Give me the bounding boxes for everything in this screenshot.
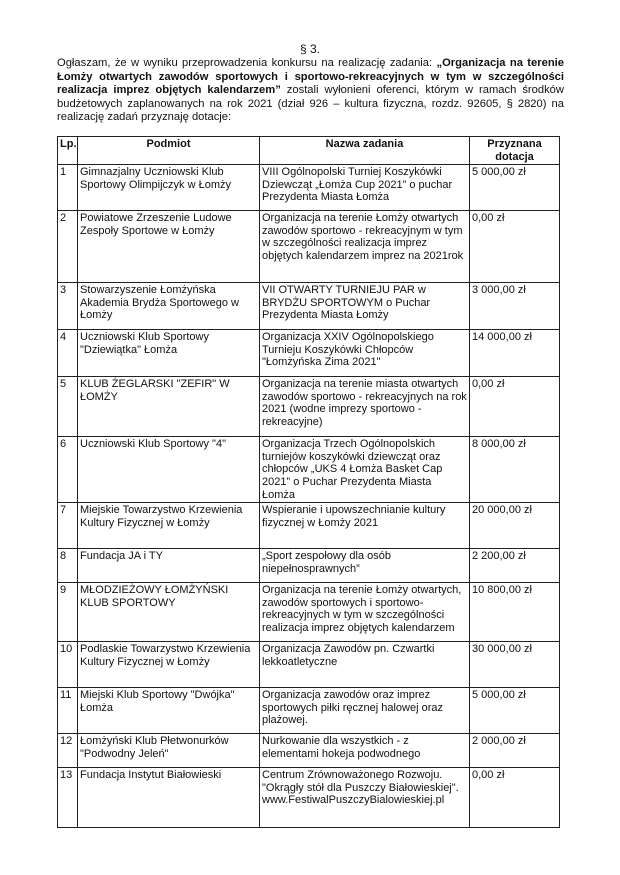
- table-row: [58, 330, 560, 377]
- section-number: § 3.: [299, 42, 320, 56]
- row-lp: 13: [58, 768, 78, 828]
- row-lp: 1: [58, 165, 78, 211]
- row-zadanie: Organizacja XXIV Ogólnopolskiego Turnieju Koszykówki Chłopców "Łomżyńska Zima 2021": [260, 330, 470, 377]
- header-zadanie: Nazwa zadania: [260, 137, 470, 165]
- row-lp: 10: [58, 642, 78, 688]
- row-dotacja: 5 000,00 zł: [470, 688, 560, 734]
- table-header-row: [58, 137, 560, 165]
- row-dotacja: 2 000,00 zł: [470, 734, 560, 768]
- row-lp: 9: [58, 583, 78, 642]
- row-podmiot: KLUB ŻEGLARSKI "ZEFIR" W ŁOMŻY: [78, 377, 260, 437]
- row-zadanie: Organizacja na terenie miasta otwartych zawodów sportowo - rekreacyjnych na rok 2021 (wodne imprezy sportowo - rekreacyjne): [260, 377, 470, 437]
- row-podmiot: Fundacja Instytut Białowieski: [78, 768, 260, 828]
- row-zadanie: Centrum Zrównoważonego Rozwoju. "Okrągły stół dla Puszczy Białowieskiej". www.FestiwalPuszczyBialowieskiej.pl: [260, 768, 470, 828]
- table-row: [58, 437, 560, 503]
- row-lp: 2: [58, 211, 78, 283]
- row-zadanie: VIII Ogólnopolski Turniej Koszykówki Dziewcząt „Łomża Cup 2021” o puchar Prezydenta Miasta Łomża: [260, 165, 470, 211]
- table-row: [58, 283, 560, 330]
- row-podmiot: Miejskie Towarzystwo Krzewienia Kultury Fizycznej w Łomży: [78, 503, 260, 549]
- row-dotacja: 14 000,00 zł: [470, 330, 560, 377]
- table-row: [58, 583, 560, 642]
- row-lp: 12: [58, 734, 78, 768]
- table-row: [58, 377, 560, 437]
- row-zadanie: Organizacja Trzech Ogólnopolskich turniejów koszykówki dziewcząt oraz chłopców „UKS 4 Łomża Basket Cap 2021” o Puchar Prezydenta Miasta Łomża: [260, 437, 470, 503]
- table-row: [58, 211, 560, 283]
- header-lp: Lp.: [58, 137, 78, 165]
- row-dotacja: 2 200,00 zł: [470, 549, 560, 583]
- intro-text-end: zostali wyłonieni oferenci, którym w ramach środków budżetowych zaplanowanych na rok 2021 (dział 926 – kultura fizyczna, rozdz. 92605, § 2820) na realizację zadań przyznaję dotacje:: [57, 84, 564, 124]
- row-dotacja: 30 000,00 zł: [470, 642, 560, 688]
- row-zadanie: Nurkowanie dla wszystkich - z elementami hokeja podwodnego: [260, 734, 470, 768]
- row-podmiot: Uczniowski Klub Sportowy "4": [78, 437, 260, 503]
- header-podmiot: Podmiot: [78, 137, 260, 165]
- row-podmiot: Gimnazjalny Uczniowski Klub Sportowy Olimpijczyk w Łomży: [78, 165, 260, 211]
- row-zadanie: Organizacja na terenie Łomży otwartych zawodów sportowo - rekreacyjnym w tym w szczególności realizacja imprez objętych kalendarzem imprez na 2021rok: [260, 211, 470, 283]
- row-dotacja: 0,00 zł: [470, 377, 560, 437]
- row-zadanie: Organizacja na terenie Łomży otwartych, zawodów sportowych i sportowo-rekreacyjnych w tym w szczególności realizacja imprez objętych kalendarzem: [260, 583, 470, 642]
- row-lp: 4: [58, 330, 78, 377]
- header-dotacja: Przyznana dotacja: [470, 137, 560, 165]
- table-row: [58, 503, 560, 549]
- grants-table: [57, 136, 560, 828]
- intro-paragraph: [57, 57, 564, 125]
- row-podmiot: Fundacja JA i TY: [78, 549, 260, 583]
- row-lp: 11: [58, 688, 78, 734]
- row-lp: 3: [58, 283, 78, 330]
- row-zadanie: „Sport zespołowy dla osób niepełnosprawnych”: [260, 549, 470, 583]
- table-row: [58, 768, 560, 828]
- row-dotacja: 0,00 zł: [470, 211, 560, 283]
- row-zadanie: Organizacja zawodów oraz imprez sportowych piłki ręcznej halowej oraz plażowej.: [260, 688, 470, 734]
- row-dotacja: 5 000,00 zł: [470, 165, 560, 211]
- row-lp: 7: [58, 503, 78, 549]
- table-row: [58, 688, 560, 734]
- row-zadanie: VII OTWARTY TURNIEJU PAR w BRYDŻU SPORTOWYM o Puchar Prezydenta Miasta Łomży: [260, 283, 470, 330]
- row-podmiot: Podlaskie Towarzystwo Krzewienia Kultury Fizycznej w Łomży: [78, 642, 260, 688]
- row-dotacja: 3 000,00 zł: [470, 283, 560, 330]
- table-row: [58, 165, 560, 211]
- intro-task-name: „Organizacja na terenie Łomży otwartych zawodów sportowych i sportowo-rekreacyjnych w tym w szczególności realizacja imprez objętych kalendarzem”: [57, 57, 564, 97]
- row-dotacja: 10 800,00 zł: [470, 583, 560, 642]
- intro-text-start: Ogłaszam, że w wyniku przeprowadzenia konkursu na realizację zadania:: [57, 57, 437, 69]
- row-zadanie: Wspieranie i upowszechnianie kultury fizycznej w Łomży 2021: [260, 503, 470, 549]
- row-lp: 5: [58, 377, 78, 437]
- row-podmiot: Miejski Klub Sportowy "Dwójka" Łomża: [78, 688, 260, 734]
- row-podmiot: Łomżyński Klub Płetwonurków "Podwodny Jeleń": [78, 734, 260, 768]
- table-row: [58, 734, 560, 768]
- row-zadanie: Organizacja Zawodów pn. Czwartki lekkoatletyczne: [260, 642, 470, 688]
- row-lp: 8: [58, 549, 78, 583]
- row-dotacja: 8 000,00 zł: [470, 437, 560, 503]
- table-row: [58, 549, 560, 583]
- table-row: [58, 642, 560, 688]
- row-podmiot: MŁODZIEŻOWY ŁOMŻYŃSKI KLUB SPORTOWY: [78, 583, 260, 642]
- row-podmiot: Powiatowe Zrzeszenie Ludowe Zespoły Sportowe w Łomży: [78, 211, 260, 283]
- row-lp: 6: [58, 437, 78, 503]
- row-podmiot: Uczniowski Klub Sportowy "Dziewiątka" Łomża: [78, 330, 260, 377]
- row-dotacja: 0,00 zł: [470, 768, 560, 828]
- row-podmiot: Stowarzyszenie Łomżyńska Akademia Brydża Sportowego w Łomży: [78, 283, 260, 330]
- row-dotacja: 20 000,00 zł: [470, 503, 560, 549]
